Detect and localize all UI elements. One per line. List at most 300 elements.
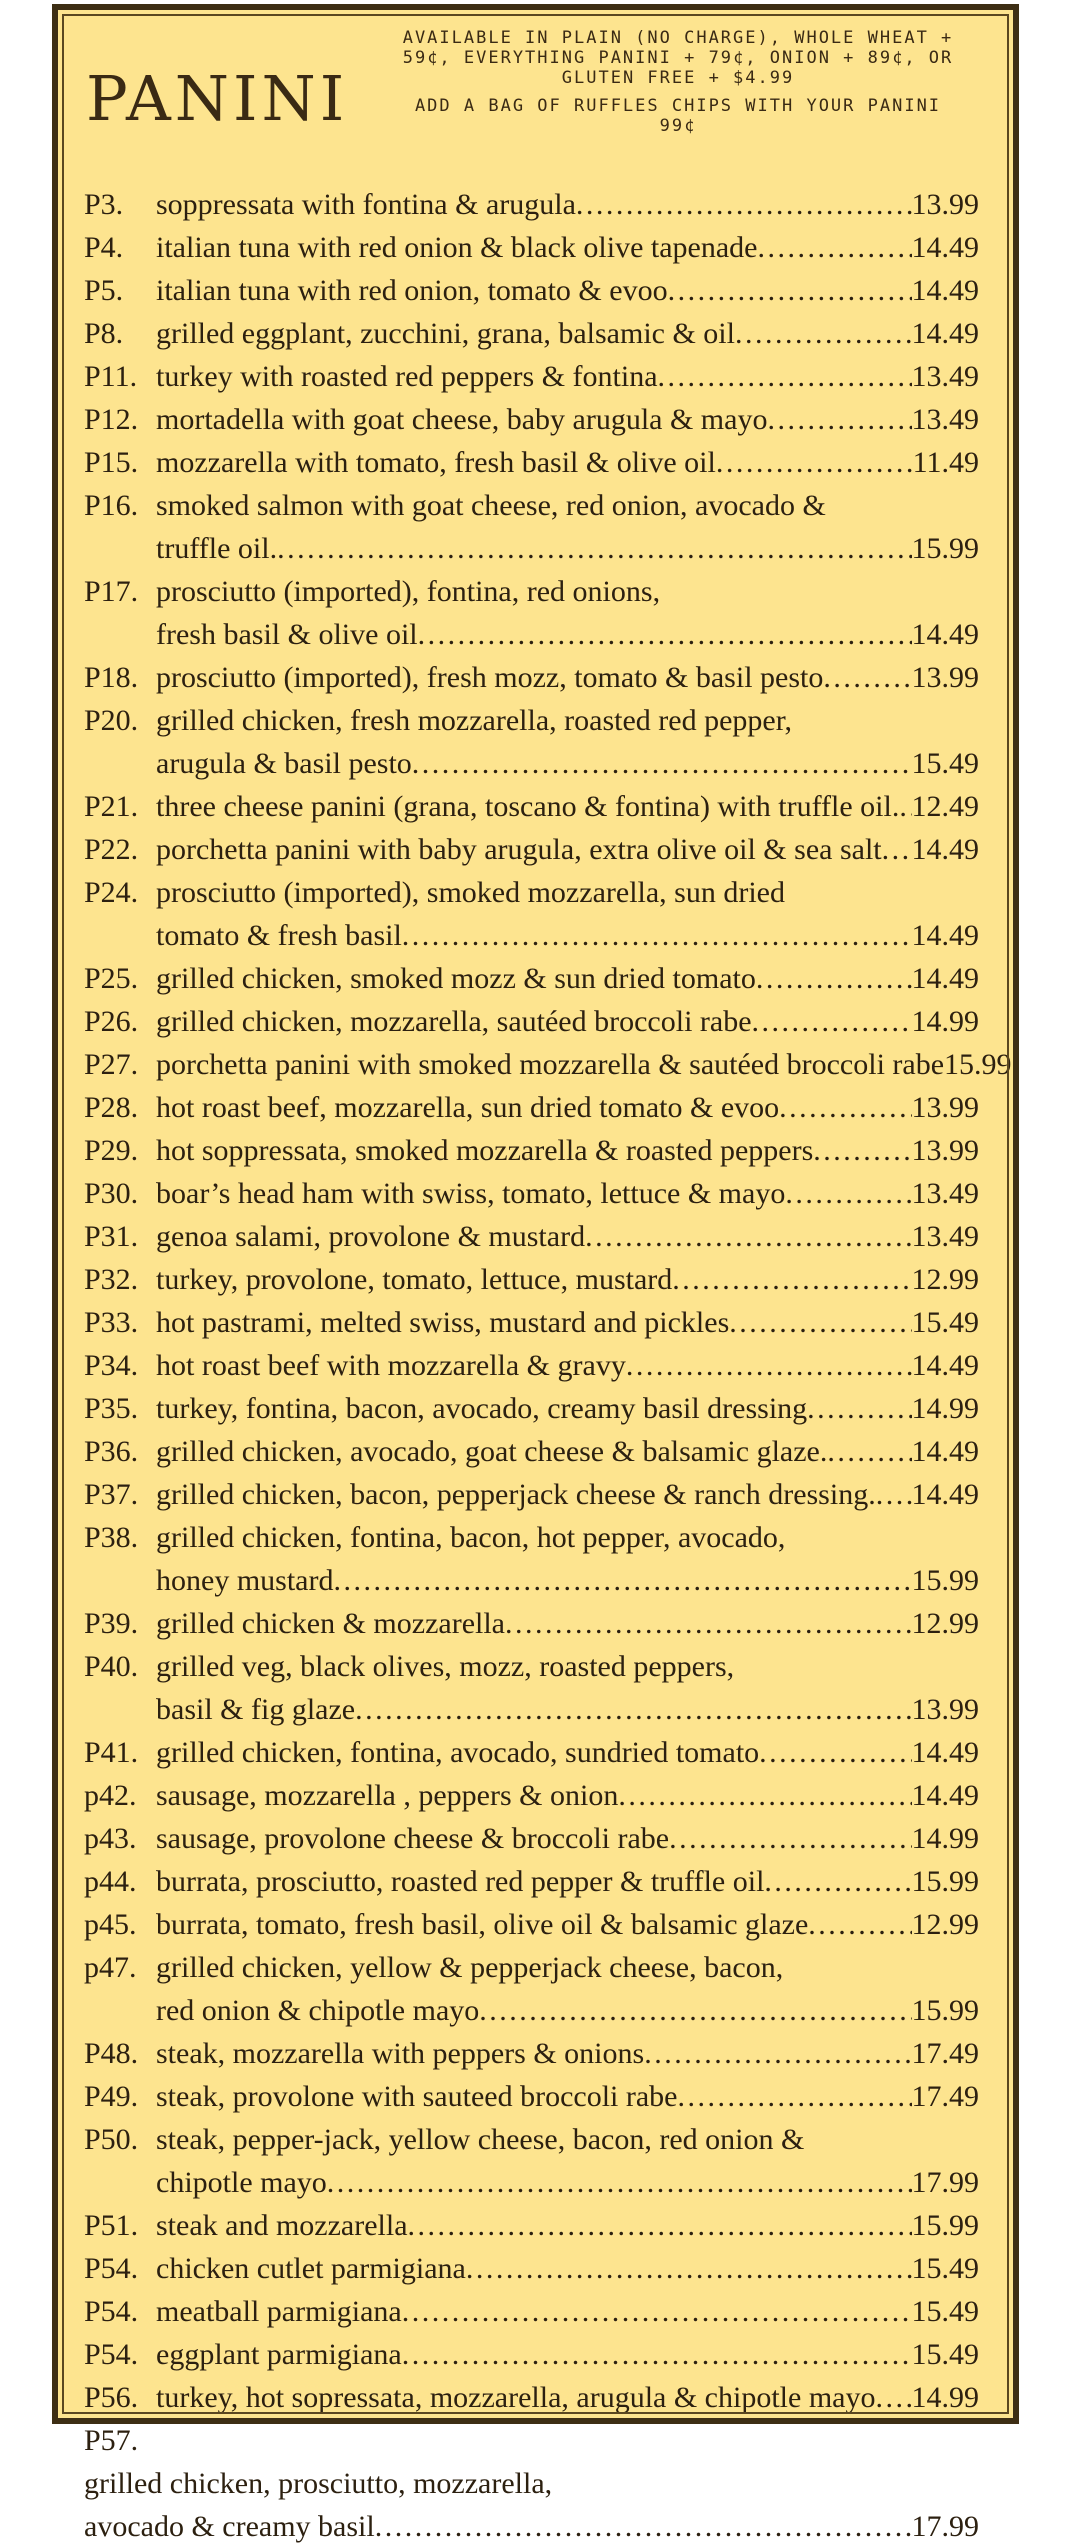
item-code: p47. [84, 1951, 137, 1984]
item-description-line: prosciutto (imported), fresh mozz, tomato & basil pesto [156, 661, 824, 694]
item-description-block [156, 2118, 979, 2204]
item-price-line [156, 226, 979, 269]
item-description-line: mortadella with goat cheese, baby arugula & mayo [156, 403, 768, 436]
dot-leader [876, 1473, 912, 1516]
item-description-line: porchetta panini with smoked mozzarella & sautéed broccoli rabe [156, 1048, 945, 1081]
menu-item [84, 828, 979, 871]
item-description-block [156, 1430, 979, 1473]
item-price: 15.99 [911, 2209, 979, 2242]
item-price-line [156, 1774, 979, 1817]
item-price-line [156, 656, 979, 699]
item-code: P28. [84, 1091, 139, 1124]
menu-item [84, 2204, 979, 2247]
item-price: 13.49 [911, 1177, 979, 1210]
item-description-line: burrata, tomato, fresh basil, olive oil & balsamic glaze [156, 1908, 809, 1941]
item-description-block [156, 398, 979, 441]
item-description-line: hot roast beef with mozzarella & gravy [156, 1349, 626, 1382]
item-description-line: three cheese panini (grana, toscano & fontina) with truffle oil. [156, 790, 900, 823]
dot-leader [807, 1387, 911, 1430]
item-description-block [156, 1258, 979, 1301]
item-code: P36. [84, 1435, 139, 1468]
item-description-block [156, 269, 979, 312]
item-description-block [156, 2290, 979, 2333]
menu-item [84, 1430, 979, 1473]
item-price-line [156, 1215, 979, 1258]
menu-item [84, 2333, 979, 2376]
item-price-line [156, 1860, 979, 1903]
dot-leader [375, 2505, 912, 2548]
dot-leader [779, 1086, 911, 1129]
item-price-line [156, 613, 979, 656]
dot-leader [418, 613, 912, 656]
menu-item [84, 183, 979, 226]
dot-leader [585, 1215, 911, 1258]
item-price-line [156, 1344, 979, 1387]
dot-leader [785, 1172, 911, 1215]
item-description-line: chipotle mayo [156, 2166, 327, 2199]
item-price: 12.99 [911, 1263, 979, 1296]
item-description-line: steak and mozzarella [156, 2209, 408, 2242]
item-price: 17.49 [911, 2080, 979, 2113]
menu-item [84, 1344, 979, 1387]
dot-leader [823, 656, 911, 699]
item-price: 13.99 [911, 1134, 979, 1167]
item-price: 14.49 [911, 1349, 979, 1382]
item-price-line [156, 2333, 979, 2376]
menu-item [84, 1129, 979, 1172]
menu-item [84, 1473, 979, 1516]
menu-item [84, 2419, 979, 2548]
dot-leader [882, 828, 912, 871]
dot-leader [729, 1301, 911, 1344]
item-price: 13.49 [911, 360, 979, 393]
item-description-line: turkey with roasted red peppers & fontina [156, 360, 658, 393]
item-description-block [156, 1344, 979, 1387]
item-price-line [156, 1817, 979, 1860]
menu-title: PANINI [86, 62, 349, 135]
dot-leader [333, 1559, 911, 1602]
item-code: P17. [84, 575, 139, 608]
item-description-block [156, 699, 979, 785]
dot-leader [716, 441, 913, 484]
item-description-line: burrata, prosciutto, roasted red pepper & truffle oil [156, 1865, 765, 1898]
item-description-block [156, 785, 979, 828]
dot-leader [658, 355, 912, 398]
item-price: 14.49 [911, 833, 979, 866]
dot-leader [668, 269, 912, 312]
menu-item [84, 1817, 979, 1860]
item-code: P54. [84, 2338, 139, 2371]
item-price-line [156, 1301, 979, 1344]
item-description-line: hot roast beef, mozzarella, sun dried tomato & evoo [156, 1091, 780, 1124]
menu-item [84, 1086, 979, 1129]
item-price: 15.99 [911, 1564, 979, 1597]
item-price-line [156, 2204, 979, 2247]
item-description-block [156, 1602, 979, 1645]
item-description-block [156, 1387, 979, 1430]
item-price-line [156, 2376, 979, 2419]
item-price: 14.49 [911, 231, 979, 264]
menu-item [84, 1946, 979, 2032]
item-price-line [156, 398, 979, 441]
item-price-line [156, 914, 979, 957]
item-price-line [156, 2247, 979, 2290]
item-description-line: avocado & creamy basil [84, 2510, 375, 2543]
item-description-line: genoa salami, provolone & mustard [156, 1220, 586, 1253]
item-code: P11. [84, 360, 138, 393]
item-price: 13.99 [911, 1091, 979, 1124]
item-description-block [156, 2376, 979, 2419]
menu-item [84, 1516, 979, 1602]
item-price-line [156, 1430, 979, 1473]
dot-leader [277, 527, 911, 570]
dot-leader [402, 2333, 912, 2376]
item-price-line [156, 1559, 979, 1602]
dot-leader [626, 1344, 912, 1387]
item-price-line [156, 742, 979, 785]
item-price: 14.99 [911, 1392, 979, 1425]
dot-leader [505, 1602, 912, 1645]
menu-item [84, 1043, 1012, 1086]
item-description-line: steak, mozzarella with peppers & onions [156, 2037, 645, 2070]
item-description-line: sausage, provolone cheese & broccoli rabe [156, 1822, 670, 1855]
item-price: 15.49 [911, 2295, 979, 2328]
item-description-line: fresh basil & olive oil [156, 618, 418, 651]
item-description-block [84, 2462, 979, 2548]
menu-item [84, 2118, 979, 2204]
item-description-block [156, 1000, 979, 1043]
dot-leader [618, 1774, 911, 1817]
item-description-line: turkey, provolone, tomato, lettuce, mustard [156, 1263, 673, 1296]
item-description-line: prosciutto (imported), smoked mozzarella, sun dried [156, 876, 785, 909]
item-code: p43. [84, 1822, 137, 1855]
item-price: 15.99 [911, 532, 979, 565]
item-description-line: truffle oil. [156, 532, 278, 565]
item-price: 13.49 [911, 1220, 979, 1253]
item-price-line [156, 1129, 979, 1172]
menu-item [84, 2247, 979, 2290]
item-code: P24. [84, 876, 139, 909]
item-description-block [156, 2032, 979, 2075]
item-price: 15.99 [911, 1865, 979, 1898]
dot-leader [757, 226, 911, 269]
menu-item [84, 2075, 979, 2118]
item-description-block [156, 1215, 979, 1258]
menu-item [84, 312, 979, 355]
item-price: 11.49 [912, 446, 979, 479]
item-code: P5. [84, 274, 124, 307]
item-code: P12. [84, 403, 139, 436]
item-description-line: steak, pepper-jack, yellow cheese, bacon, red onion & [156, 2123, 805, 2156]
menu-item [84, 1387, 979, 1430]
menu-item [84, 1731, 979, 1774]
item-price: 13.99 [911, 1693, 979, 1726]
item-price: 12.99 [911, 1607, 979, 1640]
item-description-block [156, 570, 979, 656]
item-code: P33. [84, 1306, 139, 1339]
item-price: 13.99 [911, 661, 979, 694]
menu-item [84, 1645, 979, 1731]
dot-leader [466, 2247, 912, 2290]
item-description-line: grilled chicken, bacon, pepperjack cheese & ranch dressing. [156, 1478, 876, 1511]
dot-leader [677, 2075, 911, 2118]
item-price: 14.99 [911, 1005, 979, 1038]
item-description-line: turkey, fontina, bacon, avocado, creamy basil dressing [156, 1392, 808, 1425]
item-description-block [156, 1645, 979, 1731]
item-price-line [156, 1688, 979, 1731]
item-price-line [156, 828, 979, 871]
item-code: P21. [84, 790, 139, 823]
item-description-line: grilled chicken, fontina, bacon, hot pepper, avocado, [156, 1521, 786, 1554]
item-price-line [156, 1000, 979, 1043]
item-price: 14.49 [911, 618, 979, 651]
item-code: P4. [84, 231, 124, 264]
item-price: 13.49 [911, 403, 979, 436]
item-description-block [156, 484, 979, 570]
menu-item [84, 1602, 979, 1645]
menu-item [84, 1860, 979, 1903]
item-code: P39. [84, 1607, 139, 1640]
menu-item [84, 1258, 979, 1301]
menu-item [84, 2032, 979, 2075]
item-code: P37. [84, 1478, 139, 1511]
item-price: 15.99 [944, 1048, 1012, 1081]
item-description-line: grilled eggplant, zucchini, grana, balsamic & oil [156, 317, 735, 350]
item-description-block [156, 1946, 979, 2032]
item-description-line: arugula & basil pesto [156, 747, 412, 780]
item-description-line: turkey, hot sopressata, mozzarella, arugula & chipotle mayo [156, 2381, 876, 2414]
menu-item [84, 1215, 979, 1258]
menu-item [84, 871, 979, 957]
item-price-line [156, 1043, 1012, 1086]
item-price: 12.49 [911, 790, 979, 823]
dot-leader [402, 914, 912, 957]
item-description-block [156, 1301, 979, 1344]
item-code: P27. [84, 1048, 139, 1081]
menu-item [84, 2290, 979, 2333]
item-price-line [156, 957, 979, 1000]
menu-item [84, 226, 979, 269]
item-price-line [156, 1086, 979, 1129]
dot-leader [576, 183, 912, 226]
item-code: P57. [84, 2424, 139, 2457]
item-price: 15.99 [911, 1994, 979, 2027]
item-description-block [156, 828, 979, 871]
item-price-line [156, 1258, 979, 1301]
menu-item [84, 355, 979, 398]
item-description-block [156, 1774, 979, 1817]
item-description-block [156, 1172, 979, 1215]
item-description-line: meatball parmigiana [156, 2295, 402, 2328]
item-code: P54. [84, 2252, 139, 2285]
item-price: 14.49 [911, 1779, 979, 1812]
item-description-line: honey mustard [156, 1564, 334, 1597]
dot-leader [355, 1688, 911, 1731]
item-price-line [156, 2075, 979, 2118]
dot-leader [669, 1817, 911, 1860]
item-description-line: eggplant parmigiana [156, 2338, 402, 2371]
item-description-block [156, 183, 979, 226]
menu-item-list [84, 183, 1012, 2548]
item-description-block [156, 1731, 979, 1774]
item-code: P20. [84, 704, 139, 737]
item-description-block [156, 1860, 979, 1903]
item-code: P38. [84, 1521, 139, 1554]
item-price-line [156, 527, 979, 570]
menu-item [84, 1301, 979, 1344]
item-price: 14.49 [911, 962, 979, 995]
item-description-line: grilled chicken, mozzarella, sautéed broccoli rabe [156, 1005, 752, 1038]
item-description-block [156, 1086, 979, 1129]
menu-item [84, 656, 979, 699]
item-price-line [156, 312, 979, 355]
item-code: P56. [84, 2381, 139, 2414]
item-description-line: steak, provolone with sauteed broccoli rabe [156, 2080, 678, 2113]
item-description-block [156, 2075, 979, 2118]
item-description-block [156, 355, 979, 398]
bread-options-note [398, 28, 958, 136]
item-price: 17.99 [911, 2510, 979, 2543]
menu-item [84, 484, 979, 570]
item-price-line [156, 1172, 979, 1215]
item-price: 15.49 [911, 2252, 979, 2285]
item-price-line [156, 1473, 979, 1516]
menu-item [84, 1000, 979, 1043]
menu-board [52, 4, 1019, 2543]
dot-leader [672, 1258, 911, 1301]
item-price: 14.49 [911, 317, 979, 350]
item-description-line: italian tuna with red onion, tomato & evoo [156, 274, 668, 307]
item-code: P51. [84, 2209, 139, 2242]
item-code: P41. [84, 1736, 139, 1769]
item-price: 14.49 [911, 274, 979, 307]
dot-leader [899, 785, 911, 828]
menu-item [84, 1774, 979, 1817]
item-price: 14.49 [911, 1736, 979, 1769]
item-description-line: grilled chicken, avocado, goat cheese & balsamic glaze. [156, 1435, 828, 1468]
item-price: 12.99 [911, 1908, 979, 1941]
item-code: P25. [84, 962, 139, 995]
item-price-line [156, 1387, 979, 1430]
item-description-line: chicken cutlet parmigiana [156, 2252, 466, 2285]
item-code: P26. [84, 1005, 139, 1038]
menu-item [84, 570, 979, 656]
dot-leader [875, 2376, 911, 2419]
dot-leader [813, 1129, 911, 1172]
item-code: P32. [84, 1263, 139, 1296]
item-code: P22. [84, 833, 139, 866]
item-description-line: smoked salmon with goat cheese, red onion, avocado & [156, 489, 826, 522]
item-code: P54. [84, 2295, 139, 2328]
item-code: P16. [84, 489, 139, 522]
item-price-line [156, 355, 979, 398]
item-description-line: prosciutto (imported), fontina, red onions, [156, 575, 661, 608]
item-code: P29. [84, 1134, 139, 1167]
item-description-block [156, 656, 979, 699]
item-price: 13.99 [911, 188, 979, 221]
item-code: P8. [84, 317, 124, 350]
item-code: P3. [84, 188, 124, 221]
dot-leader [402, 2290, 912, 2333]
menu-item [84, 957, 979, 1000]
item-code: P50. [84, 2123, 139, 2156]
dot-leader [644, 2032, 911, 2075]
item-price-line [156, 1903, 979, 1946]
item-description-line: mozzarella with tomato, fresh basil & olive oil [156, 446, 716, 479]
dot-leader [408, 2204, 912, 2247]
item-price-line [156, 441, 979, 484]
item-description-block [156, 1903, 979, 1946]
item-price-line [156, 183, 979, 226]
item-code: p42. [84, 1779, 137, 1812]
item-description-line: grilled chicken, smoked mozz & sun dried tomato [156, 962, 756, 995]
item-description-block [156, 2204, 979, 2247]
dot-leader [808, 1903, 911, 1946]
menu-item [84, 269, 979, 312]
menu-item [84, 398, 979, 441]
item-description-line: red onion & chipotle mayo [156, 1994, 480, 2027]
dot-leader [327, 2161, 912, 2204]
item-description-line: hot soppressata, smoked mozzarella & roasted peppers [156, 1134, 814, 1167]
item-code: P48. [84, 2037, 139, 2070]
item-code: p45. [84, 1908, 137, 1941]
item-description-block [156, 1516, 979, 1602]
item-price: 15.49 [911, 2338, 979, 2371]
dot-leader [764, 1860, 911, 1903]
item-description-block [156, 957, 979, 1000]
item-price: 17.99 [911, 2166, 979, 2199]
item-code: P40. [84, 1650, 139, 1683]
item-description-line: grilled veg, black olives, mozz, roasted peppers, [156, 1650, 735, 1683]
item-description-block [156, 312, 979, 355]
dot-leader [756, 957, 912, 1000]
item-price-line [84, 2505, 979, 2548]
item-description-block [156, 1043, 1012, 1086]
item-price: 14.99 [911, 2381, 979, 2414]
item-description-block [156, 1129, 979, 1172]
dot-leader [752, 1000, 912, 1043]
item-description-line: grilled chicken, yellow & pepperjack cheese, bacon, [156, 1951, 784, 1984]
item-price-line [156, 1731, 979, 1774]
item-description-block [156, 2247, 979, 2290]
menu-item [84, 441, 979, 484]
item-description-block [156, 1473, 979, 1516]
item-description-block [156, 226, 979, 269]
menu-item [84, 1172, 979, 1215]
item-code: P31. [84, 1220, 139, 1253]
item-description-line: soppressata with fontina & arugula [156, 188, 576, 221]
dot-leader [479, 1989, 911, 2032]
item-description-line: grilled chicken, prosciutto, mozzarella, [84, 2467, 553, 2500]
item-description-line: basil & fig glaze [156, 1693, 356, 1726]
item-description-line: italian tuna with red onion & black olive tapenade [156, 231, 758, 264]
item-price: 15.49 [911, 1306, 979, 1339]
item-description-line: hot pastrami, melted swiss, mustard and pickles [156, 1306, 730, 1339]
item-description-line: grilled chicken & mozzarella [156, 1607, 505, 1640]
item-description-line: tomato & fresh basil [156, 919, 402, 952]
dot-leader [759, 1731, 911, 1774]
item-description-block [156, 2333, 979, 2376]
item-price: 14.49 [911, 1435, 979, 1468]
dot-leader [412, 742, 912, 785]
item-code: P49. [84, 2080, 139, 2113]
item-code: P15. [84, 446, 139, 479]
bread-options-text: AVAILABLE IN PLAIN (NO CHARGE), WHOLE WHEAT + 59¢, EVERYTHING PANINI + 79¢, ONION + 89¢, OR GLUTEN FREE + $4.99 [402, 28, 954, 88]
item-description-line: sausage, mozzarella , peppers & onion [156, 1779, 619, 1812]
item-code: P18. [84, 661, 139, 694]
item-price-line [156, 1602, 979, 1645]
item-price: 14.49 [911, 1478, 979, 1511]
